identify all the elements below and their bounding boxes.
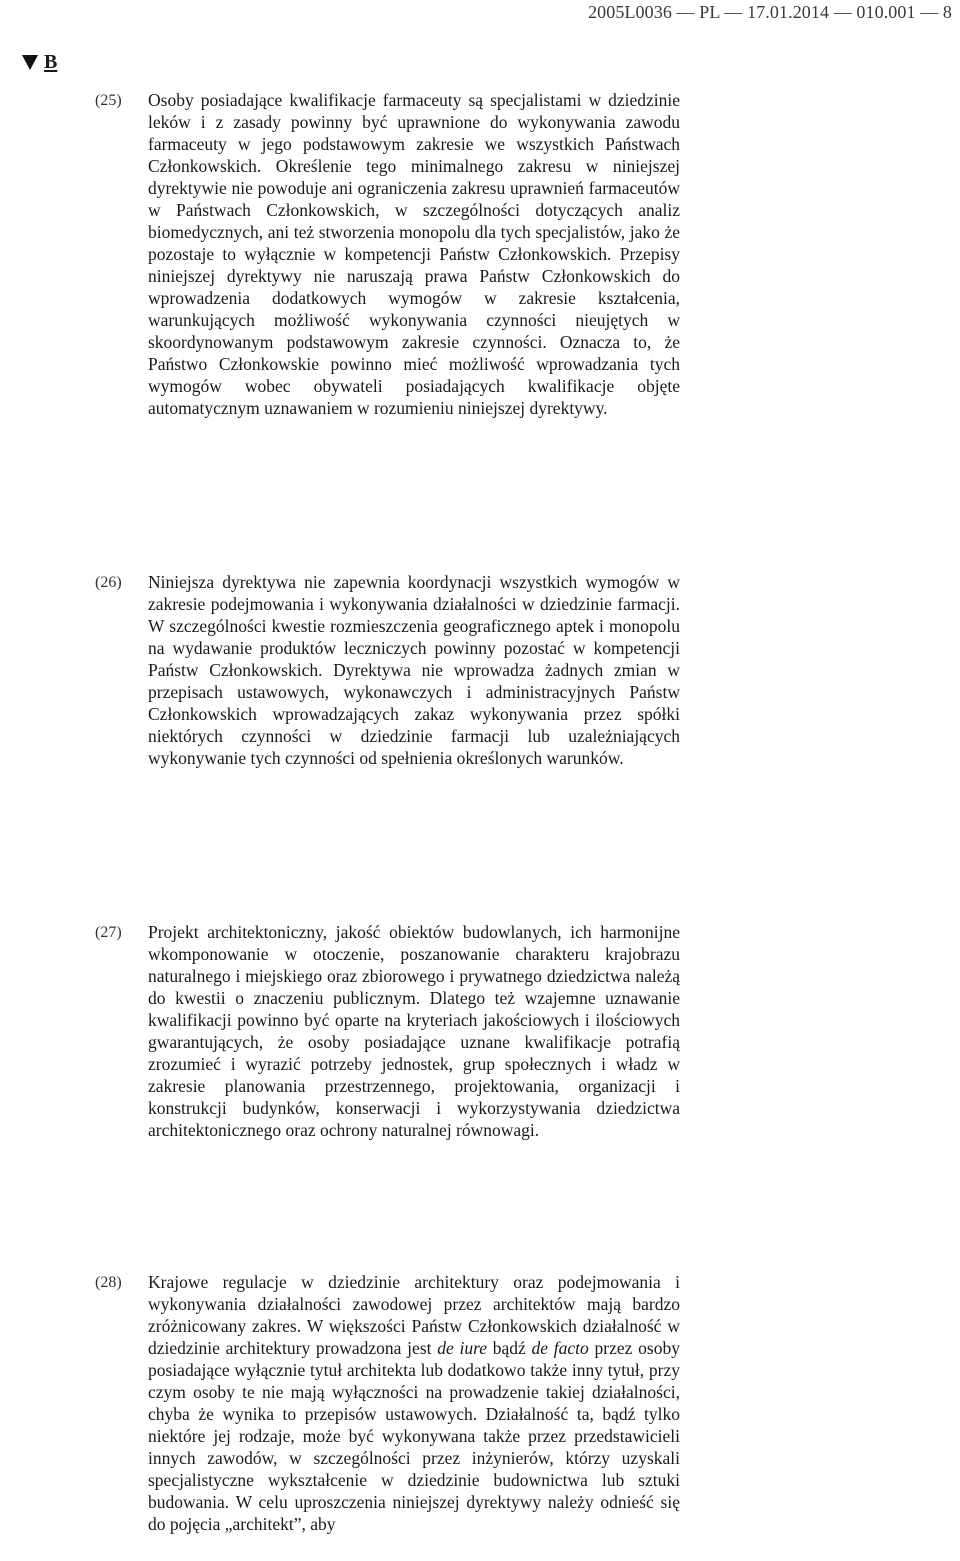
amendment-marker: [22, 51, 57, 73]
latin-term-de-iure: de iure: [437, 1338, 488, 1358]
recital-25: [95, 89, 680, 419]
recital-text: [148, 1271, 680, 1561]
recital-28: [95, 1271, 680, 1561]
recital-text-segment: przez osoby posiadające wyłącznie tytuł architekta lub dodatkowo także inny tytuł, przy czym osoby te nie mają wyłączności na prowadzenie takiej działalności, chyba że wynika to przepisów ustawowych. Działalność ta, bądź tylko niektóre jej rodzaje, może być wykonywana także przez przedstawicieli innych zawodów, w szczególności przez inżynierów, którzy uzyskali specjalistyczne wykształcenie w dziedzinie budownictwa lub sztuki budowania. W celu uproszczenia niniejszej dyrektywy należy odnieść się do pojęcia „architekt”, aby: [148, 1338, 680, 1534]
triangle-down-icon: [22, 55, 38, 70]
recital-text: Osoby posiadające kwalifikacje farmaceuty są specjalistami w dziedzinie leków i z zasady powinny być uprawnione do wykonywania zawodu farmaceuty w jego podstawowym zakresie we wszystkich Państwach Członkowskich. Określenie tego minimalnego zakresu w niniejszej dyrektywie nie powoduje ani ograniczenia zakresu uprawnień farmaceutów w Państwach Członkowskich, w szczególności dotyczących analiz biomedycznych, ani też stworzenia monopolu dla tych specjalistów, jako że pozostaje to wyłącznie w kompetencji Państw Członkowskich. Przepisy niniejszej dyrektywy nie naruszają prawa Państw Członkowskich do wprowadzenia dodatkowych wymogów w zakresie kształcenia, warunkujących możliwość wykonywania czynności nieujętych w skoordynowanym podstawowym zakresie czynności. Oznacza to, że Państwo Członkowskie powinno mieć możliwość wprowadzania tych wymogów wobec obywateli posiadających kwalifikacje objęte automatycznym uznawaniem w rozumieniu niniejszej dyrektywy.: [148, 90, 680, 418]
marker-letter: B: [44, 51, 58, 73]
recital-text-segment: Krajowe regulacje w dziedzinie architektury oraz podejmowania i wykonywania działalności zawodowej przez architektów mają bardzo zróżnicowany zakres. W większości Państw Członkowskich działalność w dziedzinie architektury prowadzona jest: [148, 1272, 680, 1358]
recital-text: Niniejsza dyrektywa nie zapewnia koordynacji wszystkich wymogów w zakresie podejmowania i wykonywania działalności w dziedzinie farmacji. W szczególności kwestie rozmieszczenia geograficznego aptek i monopolu na wydawanie produktów leczniczych powinny pozostać w kompetencji Państw Członkowskich. Dyrektywa nie wprowadza żadnych zmian w przepisach ustawowych, wykonawczych i administracyjnych Państw Członkowskich wprowadzających zakaz wykonywania przez spółki niektórych czynności w dziedzinie farmacji lub uzależniających wykonywanie tych czynności od spełnienia określonych warunków.: [148, 572, 680, 768]
latin-term-de-facto: de facto: [531, 1338, 589, 1358]
recital-text: Projekt architektoniczny, jakość obiektów budowlanych, ich harmonijne wkomponowanie w otoczenie, poszanowanie charakteru krajobrazu naturalnego i miejskiego oraz zbiorowego i prywatnego dziedzictwa należą do kwestii o znaczeniu publicznym. Dlatego też wzajemne uznawanie kwalifikacji powinno być oparte na kryteriach jakościowych i ilościowych gwarantujących, że osoby posiadające uznane kwalifikacje potrafią zrozumieć i wyrazić potrzeby jednostek, grup społecznych i władz w zakresie planowania przestrzennego, projektowania, organizacji i konstrukcji budynków, konserwacji i wykorzystywania dziedzictwa architektonicznego oraz ochrony naturalnej równowagi.: [148, 922, 680, 1140]
recital-text-segment: bądź: [487, 1338, 532, 1358]
recital-number: (27): [95, 924, 122, 941]
recital-number: (28): [95, 1274, 122, 1291]
recital-number: (25): [95, 92, 122, 109]
recital-number: (26): [95, 574, 122, 591]
document-reference-header: 2005L0036 — PL — 17.01.2014 — 010.001 — 8: [588, 2, 952, 22]
recital-27: [95, 921, 680, 1141]
recital-26: [95, 571, 680, 769]
